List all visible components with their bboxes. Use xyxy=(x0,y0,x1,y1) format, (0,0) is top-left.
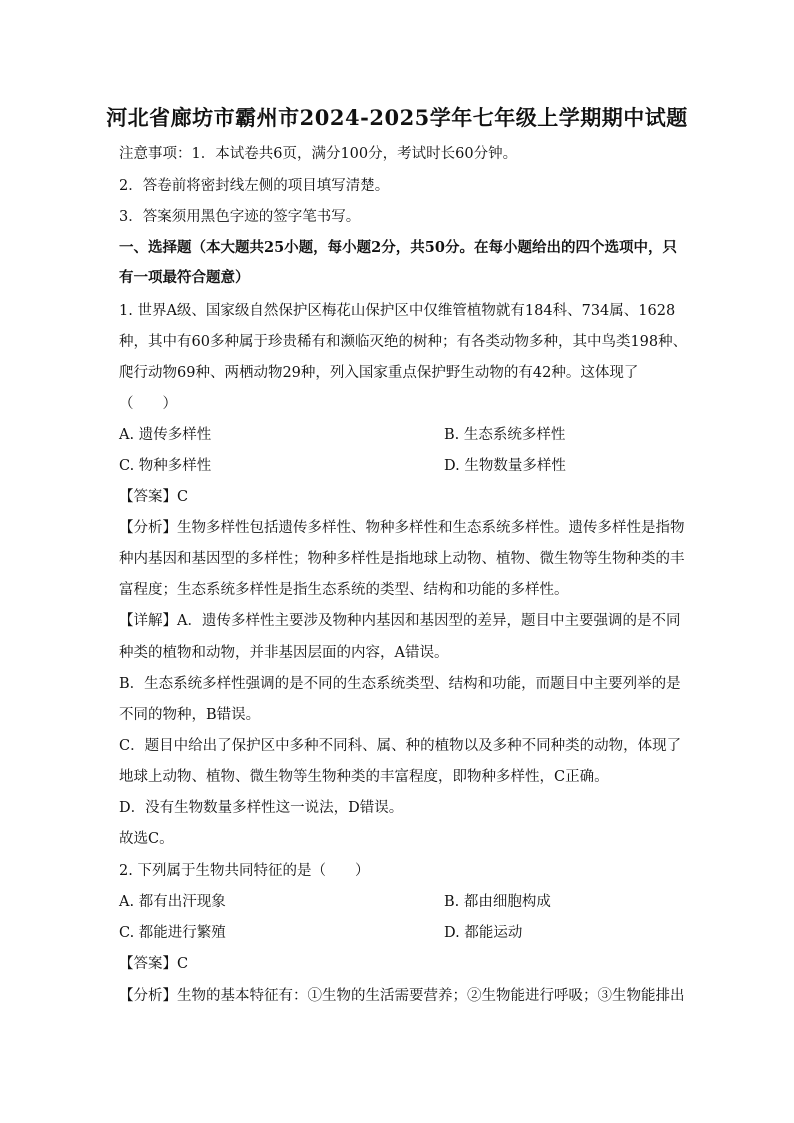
answer-line: 【答案】C xyxy=(119,489,189,505)
detail-line: 不同的物种，B错误。 xyxy=(119,707,261,723)
notice-line: 注意事项：1．本试卷共6页，满分100分，考试时长60分钟。 xyxy=(119,146,518,162)
notice-line: 3．答案须用黑色字迹的签字笔书写。 xyxy=(119,209,361,225)
question-stem: （ ） xyxy=(119,396,177,412)
analysis-line: 种内基因和基因型的多样性；物种多样性是指地球上动物、植物、微生物等生物种类的丰 xyxy=(119,551,685,567)
question-stem: 2. 下列属于生物共同特征的是（ ） xyxy=(119,863,370,879)
notice-line: 2．答卷前将密封线左侧的项目填写清楚。 xyxy=(119,178,390,194)
question-stem: 爬行动物69种、两栖动物29种，列入国家重点保护野生动物的有42种。这体现了 xyxy=(119,365,639,381)
analysis-line: 【分析】生物的基本特征有：①生物的生活需要营养；②生物能进行呼吸；③生物能排出 xyxy=(119,988,685,1004)
option-b: B. 生态系统多样性 xyxy=(444,427,566,443)
question-stem: 种，其中有60多种属于珍贵稀有和濒临灭绝的树种；有各类动物多种，其中鸟类198种、 xyxy=(119,334,688,350)
detail-line: B．生态系统多样性强调的是不同的生态系统类型、结构和功能，而题目中主要列举的是 xyxy=(119,676,681,692)
analysis-line: 【分析】生物多样性包括遗传多样性、物种多样性和生态系统多样性。遗传多样性是指物 xyxy=(119,520,685,536)
detail-line: C．题目中给出了保护区中多种不同科、属、种的植物以及多种不同种类的动物，体现了 xyxy=(119,738,682,754)
page-title: 河北省廊坊市霸州市2024-2025学年七年级上学期期中试题 xyxy=(106,105,688,130)
option-d: D. 生物数量多样性 xyxy=(444,458,566,474)
detail-line: 【详解】A．遗传多样性主要涉及物种内基因和基因型的差异，题目中主要强调的是不同 xyxy=(119,613,681,629)
option-b: B. 都由细胞构成 xyxy=(444,894,551,910)
option-a: A. 都有出汗现象 xyxy=(119,894,226,910)
option-d: D. 都能运动 xyxy=(444,925,523,941)
answer-line: 【答案】C xyxy=(119,956,189,972)
option-c: C. 物种多样性 xyxy=(119,458,212,474)
question-stem: 1. 世界A级、国家级自然保护区梅花山保护区中仅维管植物就有184科、734属、1628 xyxy=(119,303,676,319)
detail-line: 地球上动物、植物、微生物等生物种类的丰富程度，即物种多样性，C正确。 xyxy=(119,769,609,785)
detail-line: 种类的植物和动物，并非基因层面的内容，A错误。 xyxy=(119,645,449,661)
detail-line: D．没有生物数量多样性这一说法，D错误。 xyxy=(119,800,404,816)
detail-line: 故选C。 xyxy=(119,831,174,847)
option-c: C. 都能进行繁殖 xyxy=(119,925,226,941)
option-a: A. 遗传多样性 xyxy=(119,427,212,443)
analysis-line: 富程度；生态系统多样性是指生态系统的类型、结构和功能的多样性。 xyxy=(119,582,569,598)
section-heading: 有一项最符合题意） xyxy=(119,269,250,286)
section-heading: 一、选择题（本大题共25小题，每小题2分，共50分。在每小题给出的四个选项中，只 xyxy=(119,239,677,256)
